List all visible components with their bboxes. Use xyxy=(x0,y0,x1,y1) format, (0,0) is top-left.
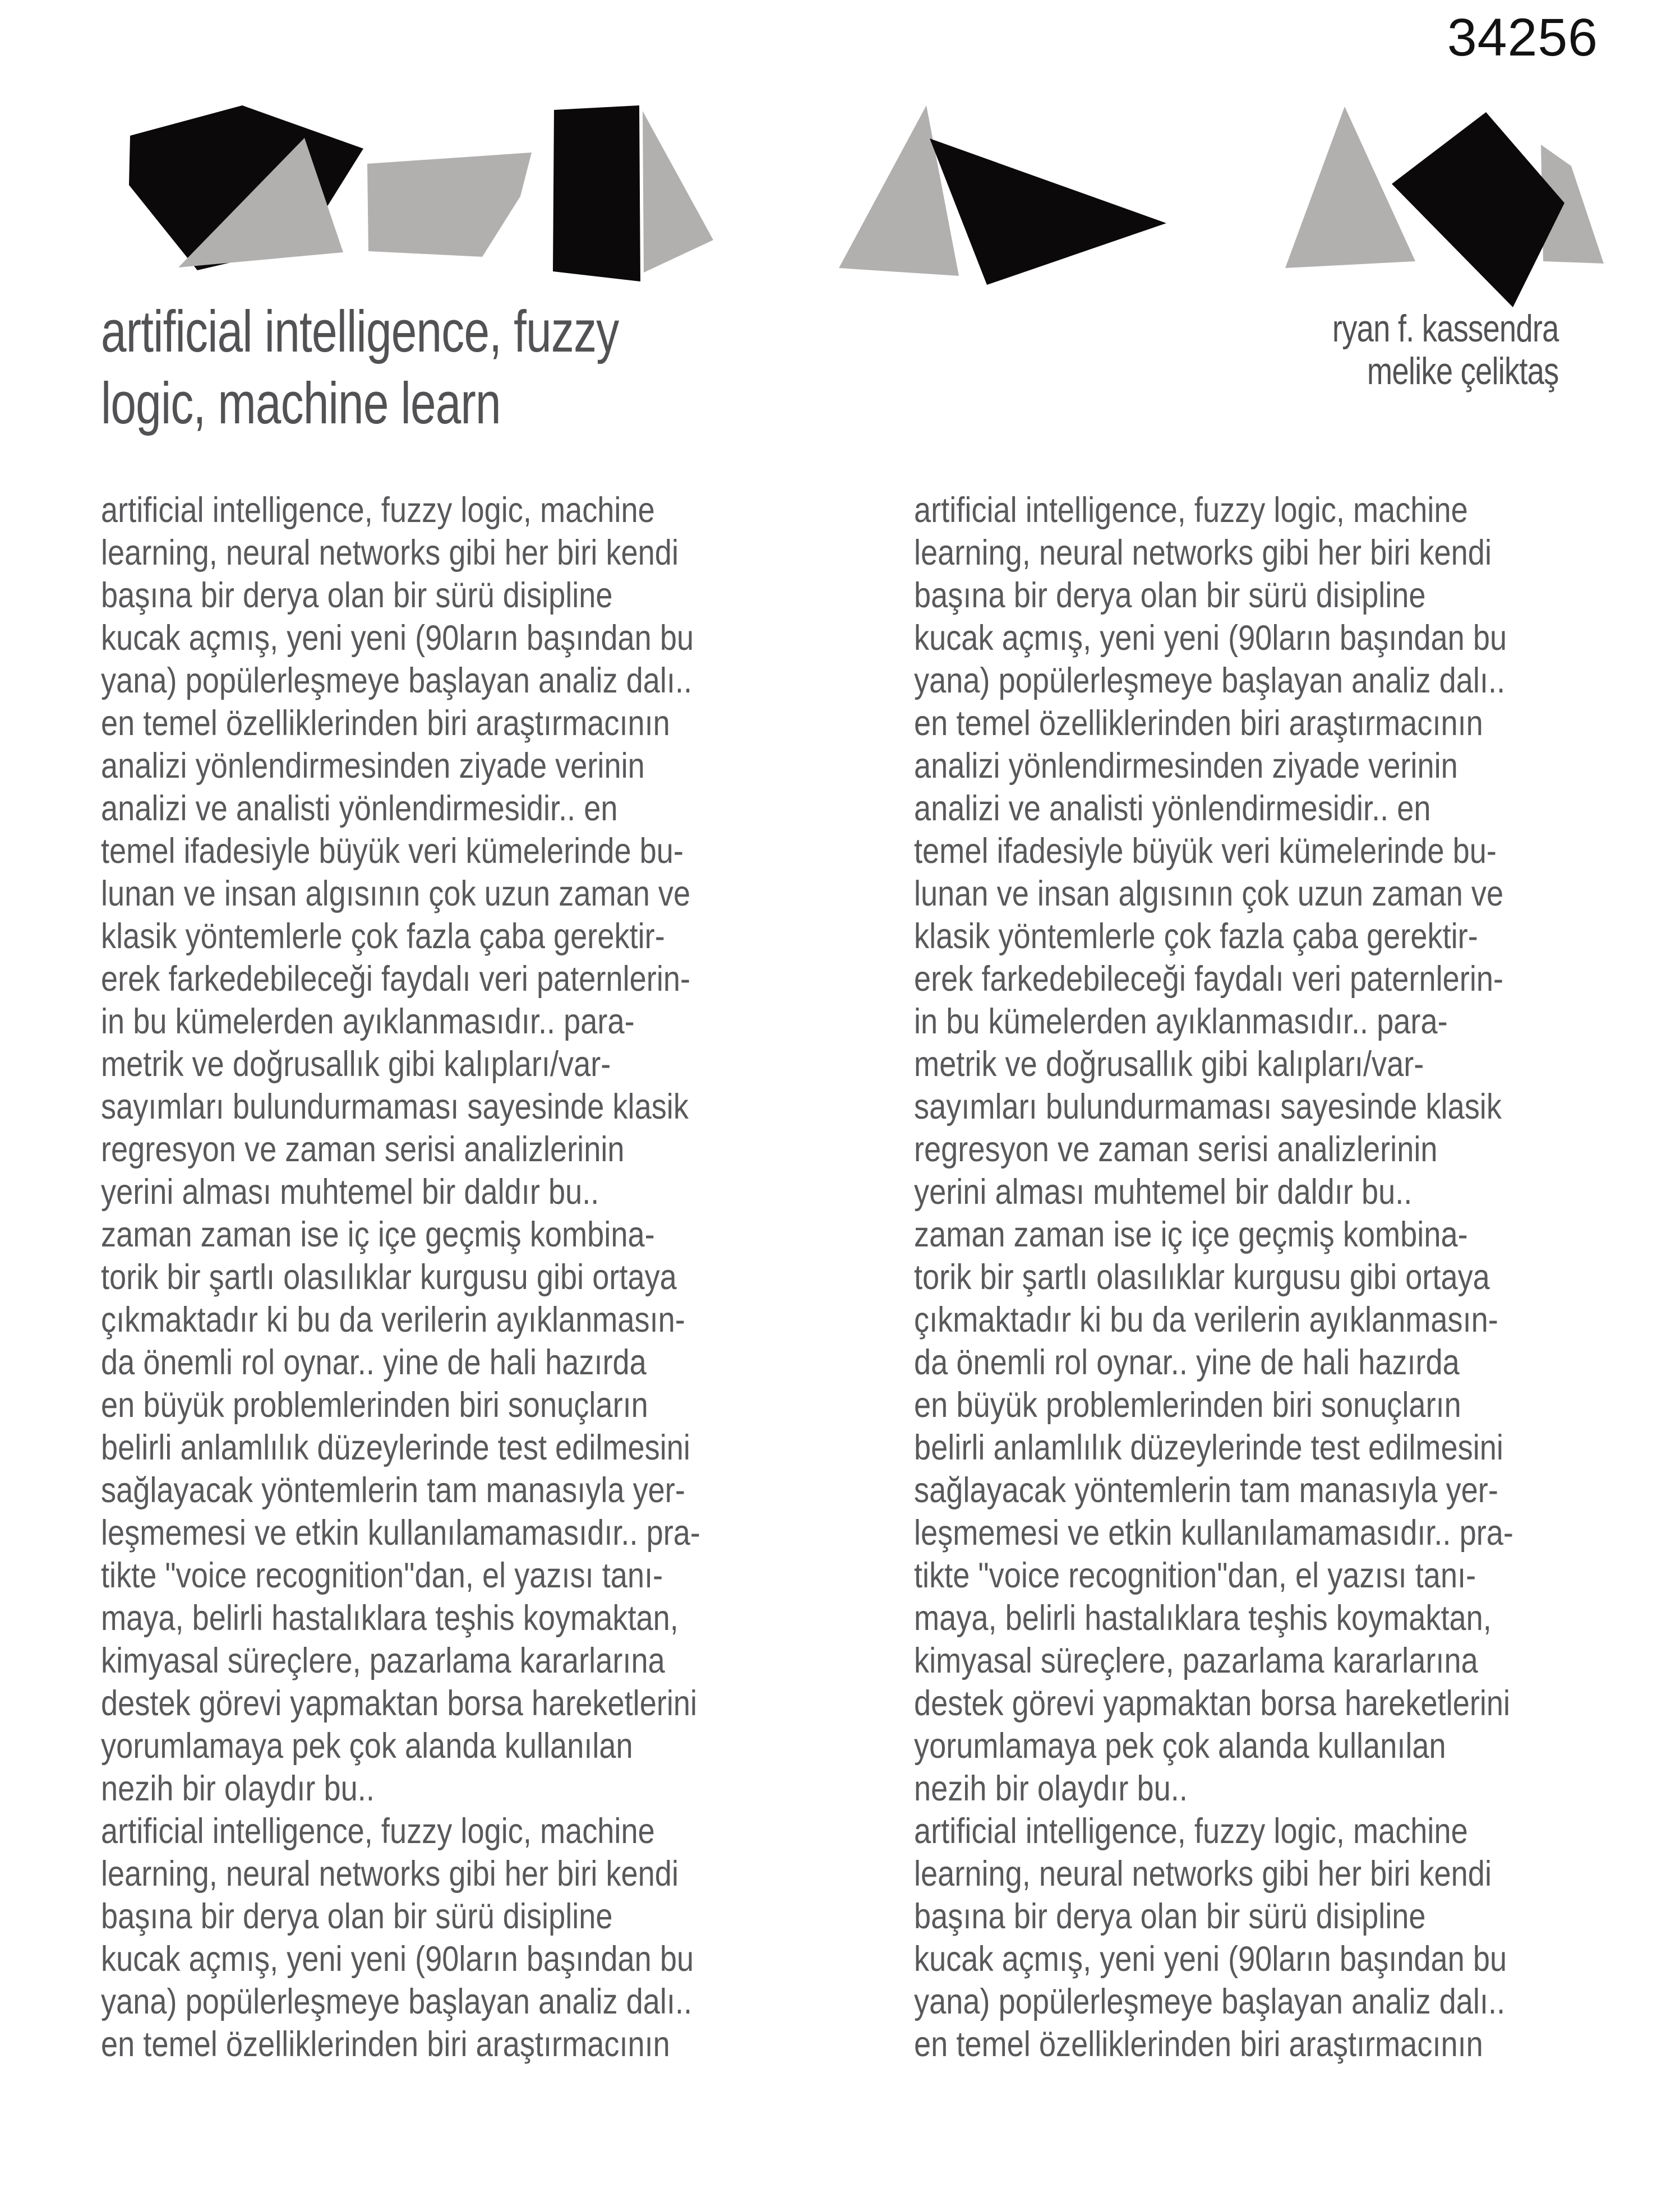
body-line: metrik ve doğrusallık gibi kalıpları/var- xyxy=(101,1045,611,1084)
body-line: yorumlamaya pek çok alanda kullanılan xyxy=(101,1726,633,1766)
page-title-line: logic, machine learn xyxy=(101,371,501,436)
abstract-leaf-shape xyxy=(1392,112,1564,307)
page-title xyxy=(101,296,619,440)
body-line: kucak açmış, yeni yeni (90ların başından bu xyxy=(101,618,694,658)
body-line: tikte "voice recognition"dan, el yazısı tanı- xyxy=(101,1556,663,1595)
body-line: analizi ve analisti yönlendirmesidir.. en xyxy=(914,789,1431,828)
body-line: maya, belirli hastalıklara teşhis koymaktan, xyxy=(914,1599,1492,1638)
body-line: çıkmaktadır ki bu da verilerin ayıklanmasın- xyxy=(914,1300,1498,1340)
body-line: learning, neural networks gibi her biri kendi xyxy=(914,1854,1492,1894)
body-line: artificial intelligence, fuzzy logic, machine xyxy=(101,1812,655,1851)
body-line: artificial intelligence, fuzzy logic, machine xyxy=(101,491,655,530)
body-line: kucak açmış, yeni yeni (90ların başından bu xyxy=(914,1939,1507,1979)
decorative-shapes xyxy=(0,0,1657,348)
body-line: sayımları bulundurmaması sayesinde klasik xyxy=(914,1087,1502,1126)
body-line: belirli anlamlılık düzeylerinde test edilmesini xyxy=(914,1428,1503,1467)
body-line: da önemli rol oynar.. yine de hali hazırda xyxy=(914,1343,1460,1382)
body-line: belirli anlamlılık düzeylerinde test edilmesini xyxy=(101,1428,690,1467)
authors-block xyxy=(1332,307,1559,392)
body-line: metrik ve doğrusallık gibi kalıpları/var- xyxy=(914,1045,1424,1084)
body-line: yerini alması muhtemel bir daldır bu.. xyxy=(914,1172,1413,1212)
body-line: kucak açmış, yeni yeni (90ların başından bu xyxy=(101,1939,694,1979)
body-line: yana) popülerleşmeye başlayan analiz dalı.. xyxy=(101,1982,693,2021)
page-number: 34256 xyxy=(1447,8,1598,67)
body-line: başına bir derya olan bir sürü disipline xyxy=(101,576,613,615)
body-line: başına bir derya olan bir sürü disipline xyxy=(914,576,1426,615)
body-line: çıkmaktadır ki bu da verilerin ayıklanmasın- xyxy=(101,1300,685,1340)
body-line: torik bir şartlı olasılıklar kurgusu gibi ortaya xyxy=(914,1258,1490,1297)
body-line: in bu kümelerden ayıklanmasıdır.. para- xyxy=(101,1002,635,1041)
body-line: analizi ve analisti yönlendirmesidir.. en xyxy=(101,789,618,828)
body-line: learning, neural networks gibi her biri kendi xyxy=(914,533,1492,572)
body-line: klasik yöntemlerle çok fazla çaba gerektir- xyxy=(914,917,1478,956)
body-line: temel ifadesiyle büyük veri kümelerinde bu- xyxy=(101,832,684,871)
body-line: analizi yönlendirmesinden ziyade verinin xyxy=(101,746,645,786)
body-column-right xyxy=(914,489,1513,2066)
body-line: en temel özelliklerinden biri araştırmacının xyxy=(914,704,1483,743)
body-line: erek farkedebileceği faydalı veri paternlerin- xyxy=(914,959,1504,999)
body-line: da önemli rol oynar.. yine de hali hazırda xyxy=(101,1343,647,1382)
abstract-quad-shape xyxy=(367,153,532,257)
body-line: en büyük problemlerinden biri sonuçların xyxy=(914,1386,1461,1425)
author-name: ryan f. kassendra xyxy=(1332,307,1559,350)
body-line: regresyon ve zaman serisi analizlerinin xyxy=(101,1130,625,1169)
body-line: klasik yöntemlerle çok fazla çaba gerektir- xyxy=(101,917,665,956)
body-line: learning, neural networks gibi her biri kendi xyxy=(101,1854,679,1894)
body-line: sağlayacak yöntemlerin tam manasıyla yer- xyxy=(101,1471,685,1510)
body-line: en temel özelliklerinden biri araştırmacının xyxy=(914,2025,1483,2064)
body-line: analizi yönlendirmesinden ziyade verinin xyxy=(914,746,1458,786)
body-line: yerini alması muhtemel bir daldır bu.. xyxy=(101,1172,599,1212)
abstract-triangle-shape xyxy=(839,105,959,276)
body-line: destek görevi yapmaktan borsa hareketlerini xyxy=(914,1684,1511,1723)
body-line: tikte "voice recognition"dan, el yazısı tanı- xyxy=(914,1556,1476,1595)
body-line: in bu kümelerden ayıklanmasıdır.. para- xyxy=(914,1002,1448,1041)
body-line: en büyük problemlerinden biri sonuçların xyxy=(101,1386,648,1425)
author-name: melike çeliktaş xyxy=(1367,350,1559,392)
body-line: yana) popülerleşmeye başlayan analiz dalı.. xyxy=(914,1982,1506,2021)
body-line: kimyasal süreçlere, pazarlama kararlarına xyxy=(101,1641,665,1680)
body-line: lunan ve insan algısının çok uzun zaman ve xyxy=(914,874,1504,913)
body-line: yorumlamaya pek çok alanda kullanılan xyxy=(914,1726,1446,1766)
body-line: artificial intelligence, fuzzy logic, machine xyxy=(914,1812,1468,1851)
body-line: erek farkedebileceği faydalı veri paternlerin- xyxy=(101,959,691,999)
body-line: leşmemesi ve etkin kullanılamamasıdır.. pra- xyxy=(914,1513,1513,1553)
body-line: regresyon ve zaman serisi analizlerinin xyxy=(914,1130,1438,1169)
body-line: learning, neural networks gibi her biri kendi xyxy=(101,533,679,572)
body-line: en temel özelliklerinden biri araştırmacının xyxy=(101,704,670,743)
abstract-bar-shape xyxy=(553,105,640,281)
body-line: temel ifadesiyle büyük veri kümelerinde bu- xyxy=(914,832,1497,871)
body-line: sayımları bulundurmaması sayesinde klasik xyxy=(101,1087,689,1126)
abstract-triangle-shape xyxy=(930,138,1166,285)
body-line: başına bir derya olan bir sürü disipline xyxy=(914,1897,1426,1936)
body-line: sağlayacak yöntemlerin tam manasıyla yer- xyxy=(914,1471,1498,1510)
body-line: lunan ve insan algısının çok uzun zaman ve xyxy=(101,874,691,913)
abstract-arrow-shape xyxy=(643,111,713,273)
body-line: nezih bir olaydır bu.. xyxy=(914,1769,1188,1808)
body-line: en temel özelliklerinden biri araştırmacının xyxy=(101,2025,670,2064)
body-line: artificial intelligence, fuzzy logic, machine xyxy=(914,491,1468,530)
body-line: zaman zaman ise iç içe geçmiş kombina- xyxy=(101,1215,655,1254)
page-title-line: artificial intelligence, fuzzy xyxy=(101,299,619,364)
body-line: torik bir şartlı olasılıklar kurgusu gibi ortaya xyxy=(101,1258,677,1297)
body-line: yana) popülerleşmeye başlayan analiz dalı.. xyxy=(914,661,1506,700)
body-column-left xyxy=(101,489,700,2066)
body-line: kucak açmış, yeni yeni (90ların başından bu xyxy=(914,618,1507,658)
body-line: leşmemesi ve etkin kullanılamamasıdır.. pra- xyxy=(101,1513,700,1553)
body-line: başına bir derya olan bir sürü disipline xyxy=(101,1897,613,1936)
body-line: destek görevi yapmaktan borsa hareketlerini xyxy=(101,1684,698,1723)
body-line: kimyasal süreçlere, pazarlama kararlarına xyxy=(914,1641,1478,1680)
body-line: yana) popülerleşmeye başlayan analiz dalı.. xyxy=(101,661,693,700)
body-line: zaman zaman ise iç içe geçmiş kombina- xyxy=(914,1215,1468,1254)
body-line: maya, belirli hastalıklara teşhis koymaktan, xyxy=(101,1599,679,1638)
body-line: nezih bir olaydır bu.. xyxy=(101,1769,375,1808)
